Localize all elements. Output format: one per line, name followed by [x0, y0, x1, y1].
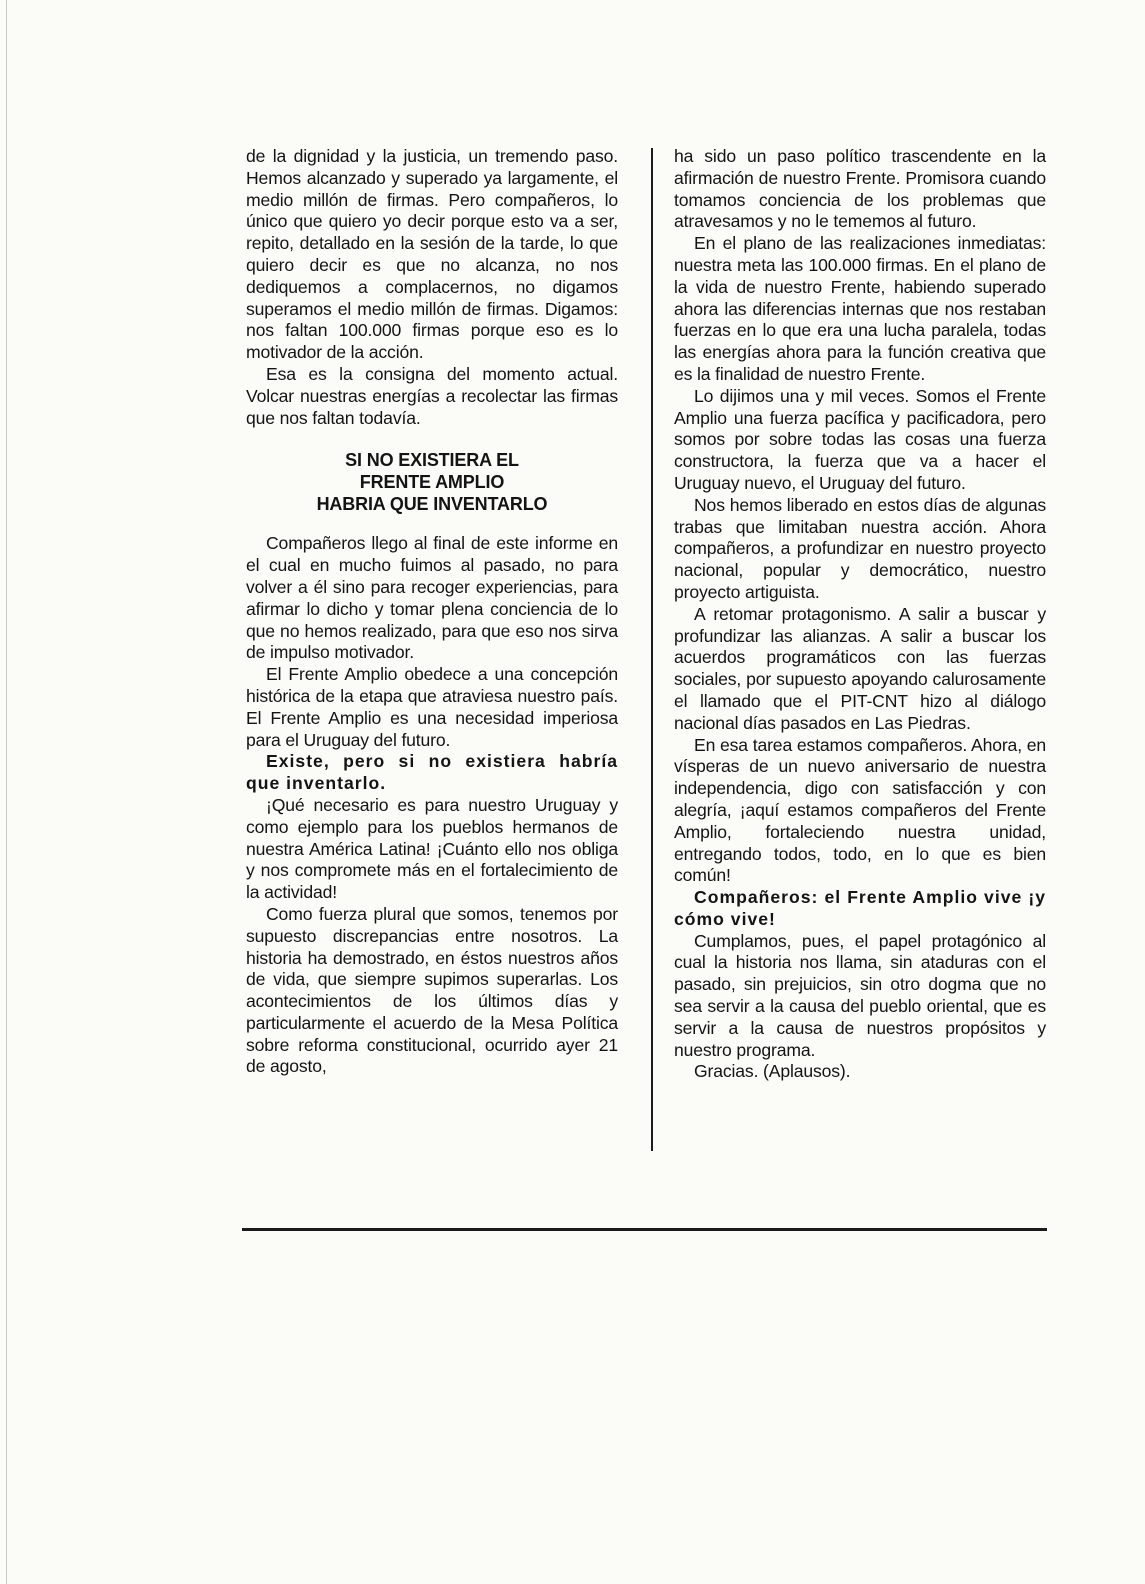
left-column — [246, 146, 618, 1078]
paragraph: Lo dijimos una y mil veces. Somos el Frente Amplio una fuerza pacífica y pacificadora, pero somos por sobre todas las cosas una fuerza constructora, la fuerza que va a hacer el Uruguay nuevo, el Uruguay del futuro. — [674, 385, 1046, 493]
heading-line: HABRIA QUE INVENTARLO — [316, 494, 548, 515]
paragraph: El Frente Amplio obedece a una concepción histórica de la etapa que atraviesa nuestro país. El Frente Amplio es una necesidad imperiosa para el Uruguay del futuro. — [246, 664, 618, 750]
paragraph: Esa es la consigna del momento actual. Volcar nuestras energías a recolectar las firmas que nos faltan todavía. — [246, 363, 618, 428]
column-divider — [651, 148, 653, 1151]
section-heading — [246, 449, 618, 515]
paragraph: Compañeros llego al final de este informe en el cual en mucho fuimos al pasado, no para volver a él sino para recoger experiencias, para afirmar lo dicho y tomar plena conciencia de lo que no hemos realizado, para que eso nos sirva de impulso motivador. — [246, 533, 618, 663]
paragraph: de la dignidad y la justicia, un tremendo paso. Hemos alcanzado y superado ya largamente, el medio millón de firmas. Pero compañeros, lo único que quiero yo decir porque esto va a ser, repito, detallado en la sesión de la tarde, lo que quiero decir es que no alcanza, no nos dediquemos a complacernos, no digamos superamos el medio millón de firmas. Digamos: nos faltan 100.000 firmas porque eso es lo motivador de la acción. — [246, 146, 618, 363]
bottom-rule — [242, 1228, 1047, 1231]
heading-line: SI NO EXISTIERA EL — [345, 450, 519, 471]
heading-line: FRENTE AMPLIO — [359, 472, 505, 493]
paragraph: Cumplamos, pues, el papel protagónico al cual la historia nos llama, sin ataduras con el pasado, sin prejuicios, sin otro dogma que no sea servir a la causa del pueblo oriental, que es servir a la causa de nuestros propósitos y nuestro programa. — [674, 930, 1046, 1060]
paragraph: A retomar protagonismo. A salir a buscar y profundizar las alianzas. A salir a buscar los acuerdos programáticos con las fuerzas sociales, por supuesto apoyando calurosamente el llamado que el PIT-CNT hizo al diálogo nacional días pasados en Las Piedras. — [674, 603, 1046, 733]
bold-paragraph: Compañeros: el Frente Amplio vive ¡y cómo vive! — [674, 887, 1046, 929]
paragraph: Nos hemos liberado en estos días de algunas trabas que limitaban nuestra acción. Ahora compañeros, a profundizar en nuestro proyecto nacional, popular y democrático, nuestro proyecto artiguista. — [674, 494, 1046, 602]
right-column — [674, 146, 1046, 1083]
paragraph: ha sido un paso político trascendente en la afirmación de nuestro Frente. Promisora cuando tomamos conciencia de los problemas que atravesamos y no le tememos al futuro. — [674, 146, 1046, 232]
page-edge-line — [6, 0, 7, 1584]
paragraph: En el plano de las realizaciones inmediatas: nuestra meta las 100.000 firmas. En el plano de la vida de nuestro Frente, habiendo superado ahora las diferencias internas que nos restaban fuerzas en lo que era una lucha paralela, todas las energías ahora para la función creativa que es la finalidad de nuestro Frente. — [674, 233, 1046, 384]
paragraph: Como fuerza plural que somos, tenemos por supuesto discrepancias entre nosotros. La historia ha demostrado, en éstos nuestros años de vida, que siempre supimos superarlas. Los acontecimientos de los últimos días y particularmente el acuerdo de la Mesa Política sobre reforma constitucional, ocurrido ayer 21 de agosto, — [246, 903, 618, 1077]
paragraph: Gracias. (Aplausos). — [694, 1061, 851, 1082]
paragraph: En esa tarea estamos compañeros. Ahora, en vísperas de un nuevo aniversario de nuestra independencia, digo con satisfacción y con alegría, ¡aquí estamos compañeros del Frente Amplio, fortaleciendo nuestra unidad, entregando todos, todo, en lo que es bien común! — [674, 734, 1046, 886]
paragraph: ¡Qué necesario es para nuestro Uruguay y como ejemplo para los pueblos hermanos de nuestra América Latina! ¡Cuánto ello nos obliga y nos compromete más en el fortalecimiento de la actividad! — [246, 794, 618, 903]
bold-paragraph: Existe, pero si no existiera habría que inventarlo. — [246, 751, 618, 794]
